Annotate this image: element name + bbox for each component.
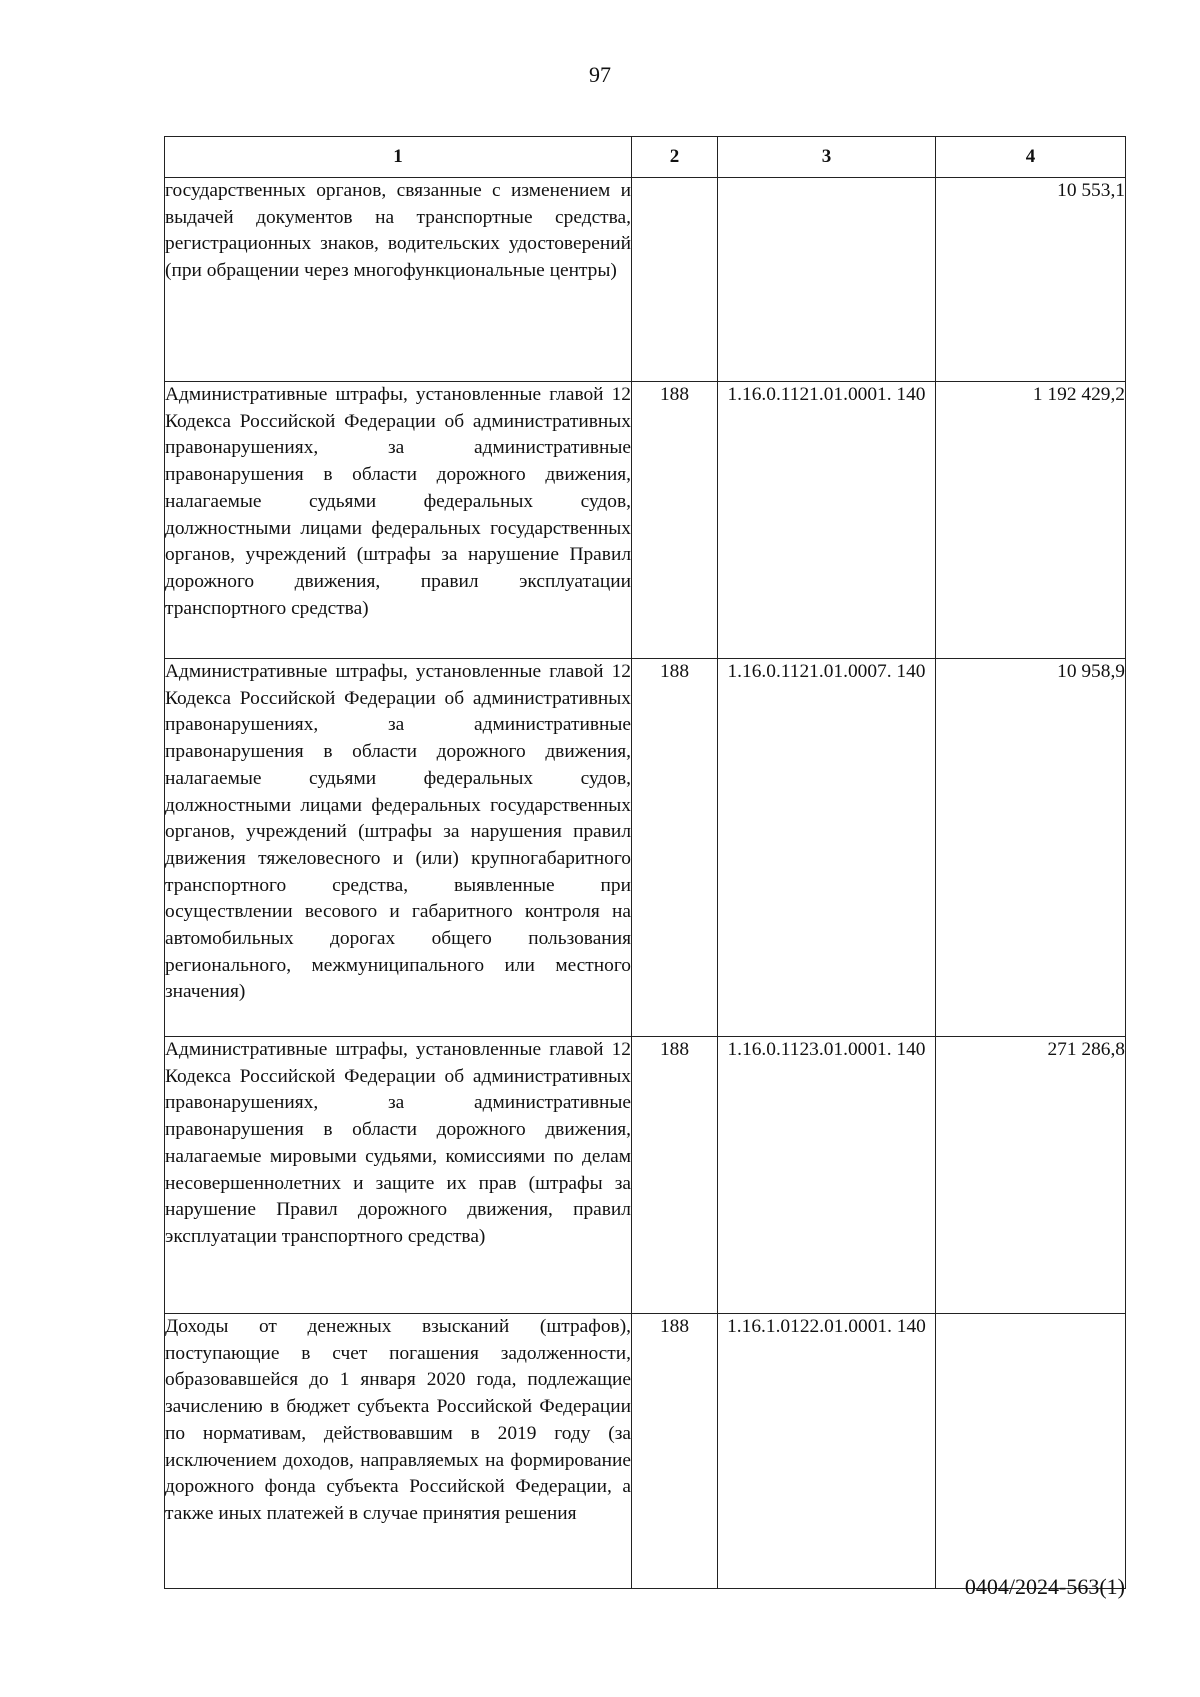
row-kbk: 1.16.0.1121.01.0007. 140 bbox=[718, 659, 936, 1037]
row-amount: 1 192 429,2 bbox=[936, 382, 1126, 659]
column-header-1: 1 bbox=[165, 137, 632, 178]
column-header-2: 2 bbox=[632, 137, 718, 178]
table-row bbox=[165, 659, 1126, 1037]
row-amount: 271 286,8 bbox=[936, 1037, 1126, 1314]
revenue-table bbox=[164, 136, 1126, 1589]
column-header-4: 4 bbox=[936, 137, 1126, 178]
row-description: Административные штрафы, установленные главой 12 Кодекса Российской Федерации об административных правонарушениях, за административные правонарушения в области дорожного движения, налагаемые судьями федеральных судов, должностными лицами федеральных государственных органов, учреждений (штрафы за нарушения правил движения тяжеловесного и (или) крупногабаритного транспортного средства, выявленные при осуществлении весового и габаритного контроля на автомобильных дорогах общего пользования регионального, межмуниципального или местного значения) bbox=[165, 659, 632, 1037]
row-amount: 10 958,9 bbox=[936, 659, 1126, 1037]
table-row bbox=[165, 1037, 1126, 1314]
page-number: 97 bbox=[589, 62, 611, 87]
row-amount: 10 553,1 bbox=[936, 178, 1126, 382]
table-row bbox=[165, 178, 1126, 382]
row-kbk: 1.16.0.1123.01.0001. 140 bbox=[718, 1037, 936, 1314]
row-amount bbox=[936, 1314, 1126, 1589]
row-kbk bbox=[718, 178, 936, 382]
row-description: Административные штрафы, установленные главой 12 Кодекса Российской Федерации об административных правонарушениях, за административные правонарушения в области дорожного движения, налагаемые судьями федеральных судов, должностными лицами федеральных государственных органов, учреждений (штрафы за нарушение Правил дорожного движения, правил эксплуатации транспортного средства) bbox=[165, 382, 632, 659]
row-admin-code: 188 bbox=[632, 382, 718, 659]
row-kbk: 1.16.0.1121.01.0001. 140 bbox=[718, 382, 936, 659]
row-description: Административные штрафы, установленные главой 12 Кодекса Российской Федерации об административных правонарушениях, за административные правонарушения в области дорожного движения, налагаемые мировыми судьями, комиссиями по делам несовершеннолетних и защите их прав (штрафы за нарушение Правил дорожного движения, правил эксплуатации транспортного средства) bbox=[165, 1037, 632, 1314]
table-header-row bbox=[165, 137, 1126, 178]
row-description: Доходы от денежных взысканий (штрафов), поступающие в счет погашения задолженности, образовавшейся до 1 января 2020 года, подлежащие зачислению в бюджет субъекта Российской Федерации по нормативам, действовавшим в 2019 году (за исключением доходов, направляемых на формирование дорожного фонда субъекта Российской Федерации, а также иных платежей в случае принятия решения bbox=[165, 1314, 632, 1589]
table-row bbox=[165, 1314, 1126, 1589]
column-header-3: 3 bbox=[718, 137, 936, 178]
row-description: государственных органов, связанные с изменением и выдачей документов на транспортные средства, регистрационных знаков, водительских удостоверений (при обращении через многофункциональные центры) bbox=[165, 178, 632, 382]
document-registration-code: 0404/2024-563(1) bbox=[964, 1574, 1125, 1599]
row-admin-code: 188 bbox=[632, 1037, 718, 1314]
row-admin-code: 188 bbox=[632, 1314, 718, 1589]
row-admin-code: 188 bbox=[632, 659, 718, 1037]
row-kbk: 1.16.1.0122.01.0001. 140 bbox=[718, 1314, 936, 1589]
table-row bbox=[165, 382, 1126, 659]
row-admin-code bbox=[632, 178, 718, 382]
